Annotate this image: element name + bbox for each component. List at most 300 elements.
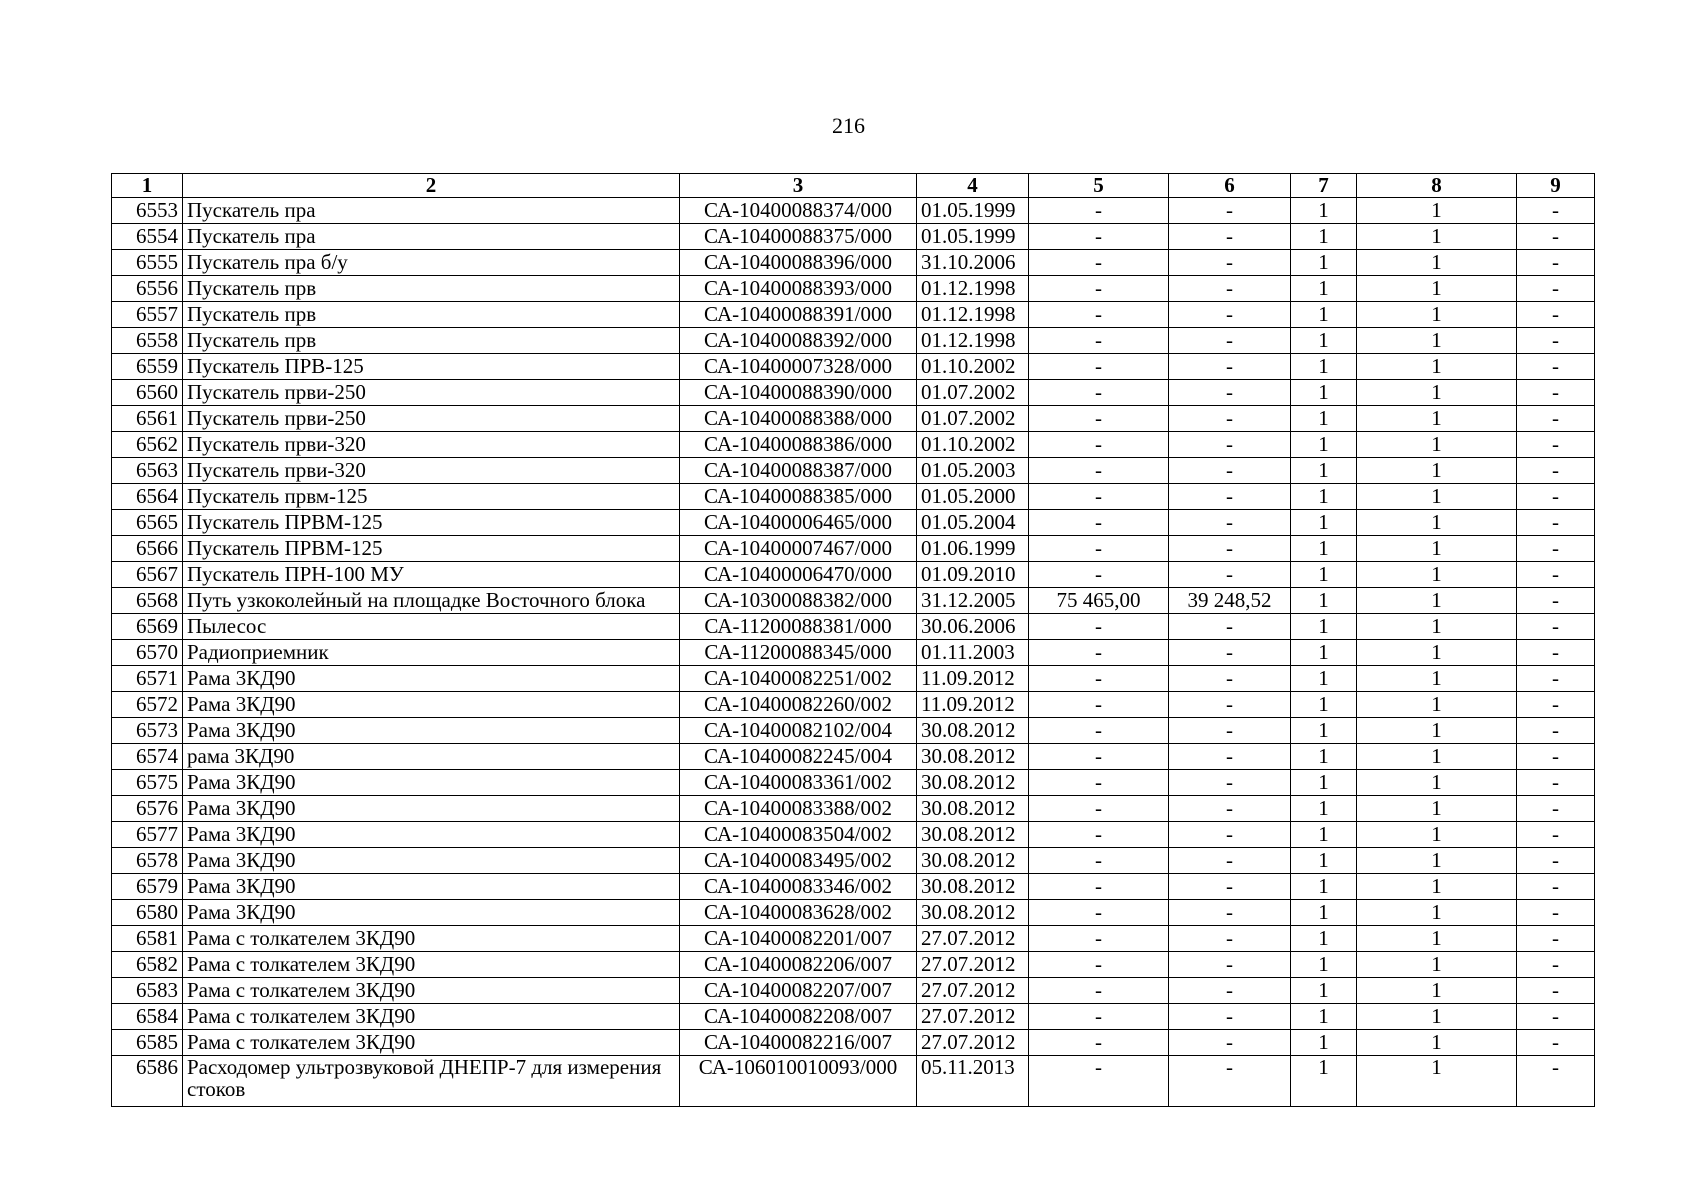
- row-number-cell: 6577: [112, 822, 183, 848]
- inventory-code-cell: СА-10400082216/007: [680, 1030, 917, 1056]
- col5-cell: -: [1029, 432, 1169, 458]
- date-cell: 11.09.2012: [917, 692, 1029, 718]
- col7-cell: 1: [1291, 354, 1357, 380]
- row-number-cell: 6579: [112, 874, 183, 900]
- col5-cell: 75 465,00: [1029, 588, 1169, 614]
- row-number-cell: 6575: [112, 770, 183, 796]
- row-number-cell: 6566: [112, 536, 183, 562]
- name-cell: Рама 3КД90: [183, 666, 680, 692]
- col6-cell: -: [1169, 640, 1291, 666]
- row-number-cell: 6562: [112, 432, 183, 458]
- col5-cell: -: [1029, 822, 1169, 848]
- col7-cell: 1: [1291, 458, 1357, 484]
- table-row: [112, 926, 1595, 952]
- col8-cell: 1: [1357, 614, 1517, 640]
- col7-cell: 1: [1291, 562, 1357, 588]
- name-cell: Рама с толкателем 3КД90: [183, 926, 680, 952]
- col7-cell: 1: [1291, 718, 1357, 744]
- col7-cell: 1: [1291, 640, 1357, 666]
- row-number-cell: 6572: [112, 692, 183, 718]
- date-cell: 01.09.2010: [917, 562, 1029, 588]
- col5-cell: -: [1029, 302, 1169, 328]
- col8-cell: 1: [1357, 458, 1517, 484]
- inventory-code-cell: СА-10400083346/002: [680, 874, 917, 900]
- table-row: [112, 952, 1595, 978]
- inventory-code-cell: СА-10400007467/000: [680, 536, 917, 562]
- col8-cell: 1: [1357, 250, 1517, 276]
- column-header-9: 9: [1517, 174, 1595, 198]
- inventory-code-cell: СА-10300088382/000: [680, 588, 917, 614]
- col9-cell: -: [1517, 1004, 1595, 1030]
- col7-cell: 1: [1291, 692, 1357, 718]
- name-cell: Пускатель први-320: [183, 432, 680, 458]
- row-number-cell: 6582: [112, 952, 183, 978]
- inventory-code-cell: СА-11200088381/000: [680, 614, 917, 640]
- table-row: [112, 770, 1595, 796]
- col5-cell: -: [1029, 874, 1169, 900]
- col9-cell: -: [1517, 536, 1595, 562]
- col9-cell: -: [1517, 874, 1595, 900]
- name-cell: Рама 3КД90: [183, 796, 680, 822]
- date-cell: 27.07.2012: [917, 1004, 1029, 1030]
- col5-cell: -: [1029, 224, 1169, 250]
- name-cell: Пускатель прв: [183, 328, 680, 354]
- table-row: [112, 744, 1595, 770]
- col5-cell: -: [1029, 666, 1169, 692]
- col6-cell: 39 248,52: [1169, 588, 1291, 614]
- inventory-code-cell: СА-10400006470/000: [680, 562, 917, 588]
- col5-cell: -: [1029, 952, 1169, 978]
- table-row: [112, 692, 1595, 718]
- date-cell: 30.06.2006: [917, 614, 1029, 640]
- col8-cell: 1: [1357, 978, 1517, 1004]
- col8-cell: 1: [1357, 484, 1517, 510]
- date-cell: 01.05.2000: [917, 484, 1029, 510]
- col8-cell: 1: [1357, 224, 1517, 250]
- col9-cell: -: [1517, 562, 1595, 588]
- table-row: [112, 224, 1595, 250]
- name-cell: Пускатель пра: [183, 224, 680, 250]
- name-cell: Рама 3КД90: [183, 900, 680, 926]
- table-row: [112, 1030, 1595, 1056]
- inventory-code-cell: СА-10400082207/007: [680, 978, 917, 1004]
- date-cell: 27.07.2012: [917, 952, 1029, 978]
- col6-cell: -: [1169, 926, 1291, 952]
- col6-cell: -: [1169, 796, 1291, 822]
- table-row: [112, 302, 1595, 328]
- name-cell: Рама с толкателем 3КД90: [183, 1004, 680, 1030]
- col6-cell: -: [1169, 1004, 1291, 1030]
- date-cell: 31.10.2006: [917, 250, 1029, 276]
- col6-cell: -: [1169, 1030, 1291, 1056]
- row-number-cell: 6585: [112, 1030, 183, 1056]
- date-cell: 01.11.2003: [917, 640, 1029, 666]
- col5-cell: -: [1029, 796, 1169, 822]
- col6-cell: -: [1169, 692, 1291, 718]
- col7-cell: 1: [1291, 978, 1357, 1004]
- inventory-code-cell: СА-10400088391/000: [680, 302, 917, 328]
- date-cell: 30.08.2012: [917, 718, 1029, 744]
- col7-cell: 1: [1291, 848, 1357, 874]
- column-header-5: 5: [1029, 174, 1169, 198]
- inventory-code-cell: СА-10400082102/004: [680, 718, 917, 744]
- col9-cell: -: [1517, 640, 1595, 666]
- col9-cell: -: [1517, 614, 1595, 640]
- col8-cell: 1: [1357, 900, 1517, 926]
- col7-cell: 1: [1291, 302, 1357, 328]
- name-cell: Путь узкоколейный на площадке Восточного блока: [183, 588, 680, 614]
- table-row: [112, 380, 1595, 406]
- table-body: [112, 198, 1595, 1107]
- col6-cell: -: [1169, 536, 1291, 562]
- table-row: [112, 978, 1595, 1004]
- col5-cell: -: [1029, 276, 1169, 302]
- name-cell: Рама 3КД90: [183, 718, 680, 744]
- col7-cell: 1: [1291, 510, 1357, 536]
- col5-cell: -: [1029, 536, 1169, 562]
- table-row: [112, 874, 1595, 900]
- col6-cell: -: [1169, 510, 1291, 536]
- col6-cell: -: [1169, 848, 1291, 874]
- col5-cell: -: [1029, 1004, 1169, 1030]
- row-number-cell: 6559: [112, 354, 183, 380]
- row-number-cell: 6568: [112, 588, 183, 614]
- name-cell: Расходомер ультрозвуковой ДНЕПР-7 для измерения стоков: [183, 1056, 680, 1107]
- table-row: [112, 562, 1595, 588]
- inventory-code-cell: СА-10400082208/007: [680, 1004, 917, 1030]
- inventory-code-cell: СА-10400088387/000: [680, 458, 917, 484]
- date-cell: 05.11.2013: [917, 1056, 1029, 1107]
- row-number-cell: 6564: [112, 484, 183, 510]
- col8-cell: 1: [1357, 848, 1517, 874]
- col5-cell: -: [1029, 900, 1169, 926]
- col9-cell: -: [1517, 250, 1595, 276]
- col8-cell: 1: [1357, 1056, 1517, 1107]
- inventory-code-cell: СА-10400088393/000: [680, 276, 917, 302]
- date-cell: 01.07.2002: [917, 380, 1029, 406]
- row-number-cell: 6557: [112, 302, 183, 328]
- col6-cell: -: [1169, 900, 1291, 926]
- column-header-4: 4: [917, 174, 1029, 198]
- col9-cell: -: [1517, 926, 1595, 952]
- col5-cell: -: [1029, 354, 1169, 380]
- col7-cell: 1: [1291, 900, 1357, 926]
- col9-cell: -: [1517, 796, 1595, 822]
- row-number-cell: 6561: [112, 406, 183, 432]
- row-number-cell: 6565: [112, 510, 183, 536]
- col7-cell: 1: [1291, 1004, 1357, 1030]
- col7-cell: 1: [1291, 874, 1357, 900]
- col6-cell: -: [1169, 328, 1291, 354]
- table-row: [112, 1004, 1595, 1030]
- date-cell: 30.08.2012: [917, 796, 1029, 822]
- inventory-code-cell: СА-10400088386/000: [680, 432, 917, 458]
- row-number-cell: 6584: [112, 1004, 183, 1030]
- col6-cell: -: [1169, 562, 1291, 588]
- inventory-code-cell: СА-10400082245/004: [680, 744, 917, 770]
- col8-cell: 1: [1357, 406, 1517, 432]
- table-row: [112, 900, 1595, 926]
- table-row: [112, 822, 1595, 848]
- col7-cell: 1: [1291, 666, 1357, 692]
- col5-cell: -: [1029, 328, 1169, 354]
- row-number-cell: 6554: [112, 224, 183, 250]
- col7-cell: 1: [1291, 484, 1357, 510]
- date-cell: 27.07.2012: [917, 1030, 1029, 1056]
- col7-cell: 1: [1291, 328, 1357, 354]
- row-number-cell: 6553: [112, 198, 183, 224]
- inventory-code-cell: СА-10400083361/002: [680, 770, 917, 796]
- col6-cell: -: [1169, 484, 1291, 510]
- col8-cell: 1: [1357, 770, 1517, 796]
- row-number-cell: 6581: [112, 926, 183, 952]
- column-header-7: 7: [1291, 174, 1357, 198]
- col5-cell: -: [1029, 1056, 1169, 1107]
- inventory-code-cell: СА-10400088390/000: [680, 380, 917, 406]
- col7-cell: 1: [1291, 796, 1357, 822]
- col9-cell: -: [1517, 848, 1595, 874]
- col6-cell: -: [1169, 406, 1291, 432]
- col6-cell: -: [1169, 354, 1291, 380]
- inventory-code-cell: СА-10400088374/000: [680, 198, 917, 224]
- date-cell: 27.07.2012: [917, 926, 1029, 952]
- col9-cell: -: [1517, 354, 1595, 380]
- col9-cell: -: [1517, 224, 1595, 250]
- table-row: [112, 1056, 1595, 1107]
- date-cell: 01.07.2002: [917, 406, 1029, 432]
- col8-cell: 1: [1357, 302, 1517, 328]
- row-number-cell: 6569: [112, 614, 183, 640]
- date-cell: 30.08.2012: [917, 822, 1029, 848]
- table-row: [112, 614, 1595, 640]
- inventory-code-cell: СА-10400082206/007: [680, 952, 917, 978]
- date-cell: 01.05.1999: [917, 224, 1029, 250]
- inventory-code-cell: СА-10400006465/000: [680, 510, 917, 536]
- inventory-code-cell: СА-11200088345/000: [680, 640, 917, 666]
- name-cell: Рама 3КД90: [183, 692, 680, 718]
- col9-cell: -: [1517, 692, 1595, 718]
- col7-cell: 1: [1291, 744, 1357, 770]
- col7-cell: 1: [1291, 380, 1357, 406]
- col6-cell: -: [1169, 718, 1291, 744]
- inventory-code-cell: СА-10400083388/002: [680, 796, 917, 822]
- col6-cell: -: [1169, 302, 1291, 328]
- column-header-6: 6: [1169, 174, 1291, 198]
- col8-cell: 1: [1357, 692, 1517, 718]
- col8-cell: 1: [1357, 1004, 1517, 1030]
- inventory-code-cell: СА-10400082260/002: [680, 692, 917, 718]
- col7-cell: 1: [1291, 1030, 1357, 1056]
- col7-cell: 1: [1291, 276, 1357, 302]
- table-row: [112, 198, 1595, 224]
- col9-cell: -: [1517, 432, 1595, 458]
- col5-cell: -: [1029, 406, 1169, 432]
- row-number-cell: 6563: [112, 458, 183, 484]
- col9-cell: -: [1517, 198, 1595, 224]
- col8-cell: 1: [1357, 744, 1517, 770]
- table-row: [112, 328, 1595, 354]
- name-cell: Рама с толкателем 3КД90: [183, 978, 680, 1004]
- inventory-code-cell: СА-10400088392/000: [680, 328, 917, 354]
- col6-cell: -: [1169, 614, 1291, 640]
- date-cell: 11.09.2012: [917, 666, 1029, 692]
- col5-cell: -: [1029, 926, 1169, 952]
- table-row: [112, 588, 1595, 614]
- col8-cell: 1: [1357, 1030, 1517, 1056]
- col6-cell: -: [1169, 666, 1291, 692]
- name-cell: Пускатель прв: [183, 302, 680, 328]
- col6-cell: -: [1169, 770, 1291, 796]
- table-row: [112, 354, 1595, 380]
- col5-cell: -: [1029, 744, 1169, 770]
- name-cell: Пускатель први-250: [183, 380, 680, 406]
- col5-cell: -: [1029, 380, 1169, 406]
- date-cell: 31.12.2005: [917, 588, 1029, 614]
- date-cell: 01.06.1999: [917, 536, 1029, 562]
- col8-cell: 1: [1357, 718, 1517, 744]
- row-number-cell: 6567: [112, 562, 183, 588]
- table-row: [112, 536, 1595, 562]
- date-cell: 01.10.2002: [917, 354, 1029, 380]
- col9-cell: -: [1517, 952, 1595, 978]
- col9-cell: -: [1517, 458, 1595, 484]
- name-cell: Пускатель ПРВМ-125: [183, 536, 680, 562]
- col7-cell: 1: [1291, 198, 1357, 224]
- date-cell: 01.05.1999: [917, 198, 1029, 224]
- row-number-cell: 6555: [112, 250, 183, 276]
- col7-cell: 1: [1291, 1056, 1357, 1107]
- col6-cell: -: [1169, 1056, 1291, 1107]
- name-cell: Пускатель ПРВМ-125: [183, 510, 680, 536]
- name-cell: Пускатель пра: [183, 198, 680, 224]
- col6-cell: -: [1169, 432, 1291, 458]
- row-number-cell: 6558: [112, 328, 183, 354]
- col5-cell: -: [1029, 484, 1169, 510]
- date-cell: 30.08.2012: [917, 874, 1029, 900]
- inventory-code-cell: СА-10400082201/007: [680, 926, 917, 952]
- col8-cell: 1: [1357, 276, 1517, 302]
- col9-cell: -: [1517, 1030, 1595, 1056]
- column-header-1: 1: [112, 174, 183, 198]
- header-row: [112, 174, 1595, 198]
- table-row: [112, 510, 1595, 536]
- col9-cell: -: [1517, 978, 1595, 1004]
- col7-cell: 1: [1291, 588, 1357, 614]
- col7-cell: 1: [1291, 536, 1357, 562]
- col8-cell: 1: [1357, 666, 1517, 692]
- col6-cell: -: [1169, 224, 1291, 250]
- row-number-cell: 6560: [112, 380, 183, 406]
- date-cell: 01.05.2004: [917, 510, 1029, 536]
- table-row: [112, 458, 1595, 484]
- name-cell: Рама 3КД90: [183, 770, 680, 796]
- date-cell: 27.07.2012: [917, 978, 1029, 1004]
- col5-cell: -: [1029, 770, 1169, 796]
- col8-cell: 1: [1357, 510, 1517, 536]
- name-cell: Рама 3КД90: [183, 822, 680, 848]
- col8-cell: 1: [1357, 432, 1517, 458]
- col9-cell: -: [1517, 406, 1595, 432]
- date-cell: 01.12.1998: [917, 276, 1029, 302]
- name-cell: Пускатель први-320: [183, 458, 680, 484]
- col8-cell: 1: [1357, 952, 1517, 978]
- table-row: [112, 406, 1595, 432]
- row-number-cell: 6571: [112, 666, 183, 692]
- row-number-cell: 6574: [112, 744, 183, 770]
- col8-cell: 1: [1357, 562, 1517, 588]
- date-cell: 01.12.1998: [917, 328, 1029, 354]
- date-cell: 01.12.1998: [917, 302, 1029, 328]
- col9-cell: -: [1517, 744, 1595, 770]
- col9-cell: -: [1517, 510, 1595, 536]
- col5-cell: -: [1029, 198, 1169, 224]
- col6-cell: -: [1169, 744, 1291, 770]
- col8-cell: 1: [1357, 796, 1517, 822]
- row-number-cell: 6570: [112, 640, 183, 666]
- col6-cell: -: [1169, 250, 1291, 276]
- col7-cell: 1: [1291, 926, 1357, 952]
- col8-cell: 1: [1357, 926, 1517, 952]
- col9-cell: -: [1517, 302, 1595, 328]
- col6-cell: -: [1169, 874, 1291, 900]
- inventory-code-cell: СА-10400088385/000: [680, 484, 917, 510]
- col7-cell: 1: [1291, 614, 1357, 640]
- date-cell: 30.08.2012: [917, 848, 1029, 874]
- name-cell: Пускатель прв: [183, 276, 680, 302]
- col5-cell: -: [1029, 718, 1169, 744]
- table-row: [112, 432, 1595, 458]
- col6-cell: -: [1169, 458, 1291, 484]
- table-row: [112, 796, 1595, 822]
- inventory-code-cell: СА-10400088396/000: [680, 250, 917, 276]
- col5-cell: -: [1029, 562, 1169, 588]
- col9-cell: -: [1517, 770, 1595, 796]
- row-number-cell: 6586: [112, 1056, 183, 1107]
- inventory-code-cell: СА-10400083504/002: [680, 822, 917, 848]
- col5-cell: -: [1029, 1030, 1169, 1056]
- name-cell: Рама с толкателем 3КД90: [183, 952, 680, 978]
- date-cell: 30.08.2012: [917, 744, 1029, 770]
- table-row: [112, 276, 1595, 302]
- col7-cell: 1: [1291, 432, 1357, 458]
- date-cell: 30.08.2012: [917, 900, 1029, 926]
- col5-cell: -: [1029, 978, 1169, 1004]
- col7-cell: 1: [1291, 406, 1357, 432]
- col7-cell: 1: [1291, 822, 1357, 848]
- col9-cell: -: [1517, 718, 1595, 744]
- col8-cell: 1: [1357, 874, 1517, 900]
- date-cell: 01.05.2003: [917, 458, 1029, 484]
- name-cell: Пускатель први-250: [183, 406, 680, 432]
- col8-cell: 1: [1357, 588, 1517, 614]
- col8-cell: 1: [1357, 354, 1517, 380]
- table-row: [112, 250, 1595, 276]
- inventory-code-cell: СА-106010010093/000: [680, 1056, 917, 1107]
- inventory-code-cell: СА-10400088375/000: [680, 224, 917, 250]
- col9-cell: -: [1517, 484, 1595, 510]
- name-cell: Пылесос: [183, 614, 680, 640]
- inventory-code-cell: СА-10400007328/000: [680, 354, 917, 380]
- col6-cell: -: [1169, 978, 1291, 1004]
- col9-cell: -: [1517, 588, 1595, 614]
- column-header-3: 3: [680, 174, 917, 198]
- col9-cell: -: [1517, 328, 1595, 354]
- name-cell: рама 3КД90: [183, 744, 680, 770]
- name-cell: Пускатель ПРН-100 МУ: [183, 562, 680, 588]
- inventory-code-cell: СА-10400082251/002: [680, 666, 917, 692]
- row-number-cell: 6580: [112, 900, 183, 926]
- name-cell: Пускатель ПРВ-125: [183, 354, 680, 380]
